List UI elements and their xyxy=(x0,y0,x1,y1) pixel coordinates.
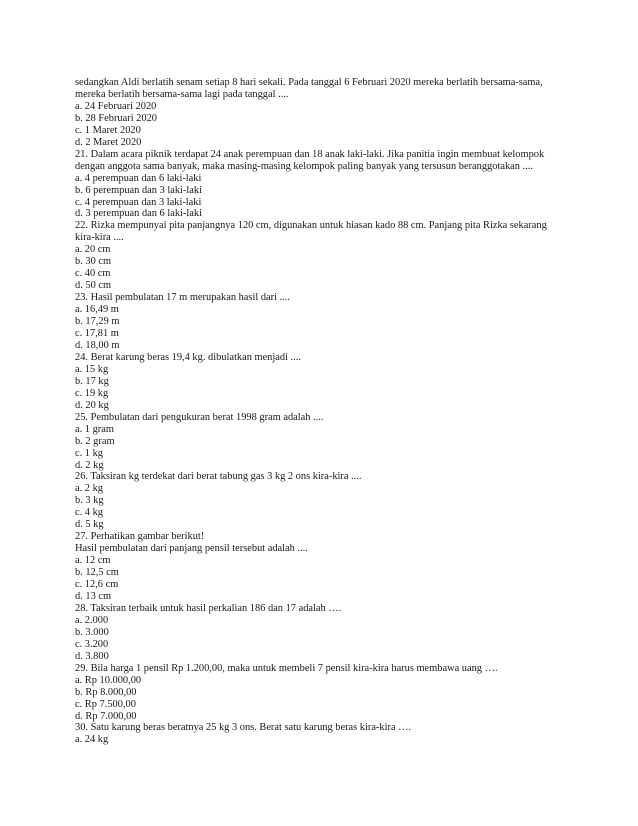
answer-option: b. 3.000 xyxy=(75,626,109,638)
answer-option: d. 5 kg xyxy=(75,519,104,531)
answer-option: d. 3.800 xyxy=(75,650,109,662)
answer-option: c. 40 cm xyxy=(75,268,111,280)
question-21-cont: dengan anggota sama banyak, maka masing-masing kelompok paling banyak yang tersusun beranggotakan .... xyxy=(75,160,533,172)
answer-option: b. Rp 8.000,00 xyxy=(75,686,137,698)
document-page xyxy=(75,77,575,746)
question-21: 21. Dalam acara piknik terdapat 24 anak perempuan dan 18 anak laki-laki. Jika panitia ingin membuat kelompok xyxy=(75,148,545,160)
question-29: 29. Bila harga 1 pensil Rp 1.200,00, maka untuk membeli 7 pensil kira-kira harus membawa uang …. xyxy=(75,662,498,674)
answer-option: a. 24 kg xyxy=(75,734,109,746)
answer-option: d. 13 cm xyxy=(75,590,112,602)
answer-option: b. 12,5 cm xyxy=(75,567,119,579)
answer-option: d. 18,00 m xyxy=(75,339,120,351)
answer-option: b. 28 Februari 2020 xyxy=(75,112,157,124)
answer-option: c. 4 kg xyxy=(75,507,103,519)
answer-option: d. 2 kg xyxy=(75,459,104,471)
answer-option: d. 20 kg xyxy=(75,399,109,411)
question-23: 23. Hasil pembulatan 17 m merupakan hasil dari .... xyxy=(75,292,290,304)
text-line: mereka berlatih bersama-sama lagi pada tanggal .... xyxy=(75,88,289,100)
answer-option: d. 50 cm xyxy=(75,280,112,292)
answer-option: b. 6 perempuan dan 3 laki-laki xyxy=(75,184,202,196)
answer-option: a. 4 perempuan dan 6 laki-laki xyxy=(75,172,202,184)
answer-option: b. 17 kg xyxy=(75,375,109,387)
answer-option: a. 24 Februari 2020 xyxy=(75,100,157,112)
answer-option: b. 30 cm xyxy=(75,256,112,268)
answer-option: a. 15 kg xyxy=(75,363,109,375)
question-27-cont: Hasil pembulatan dari panjang pensil tersebut adalah .... xyxy=(75,543,308,555)
answer-option: a. 2.000 xyxy=(75,614,109,626)
answer-option: b. 2 gram xyxy=(75,435,115,447)
question-28: 28. Taksiran terbaik untuk hasil perkalian 186 dan 17 adalah …. xyxy=(75,602,342,614)
answer-option: a. 1 gram xyxy=(75,423,114,435)
question-24: 24. Berat karung beras 19,4 kg. dibulatkan menjadi .... xyxy=(75,351,301,363)
answer-option: d. 3 perempuan dan 6 laki-laki xyxy=(75,208,202,220)
answer-option: d. Rp 7.000,00 xyxy=(75,710,137,722)
answer-option: c. 17,81 m xyxy=(75,328,119,340)
answer-option: c. 1 Maret 2020 xyxy=(75,124,141,136)
answer-option: a. Rp 10.000,00 xyxy=(75,674,142,686)
answer-option: b. 17,29 m xyxy=(75,316,120,328)
question-27: 27. Perhatikan gambar berikut! xyxy=(75,531,205,543)
answer-option: c. Rp 7.500,00 xyxy=(75,698,136,710)
answer-option: c. 3.200 xyxy=(75,638,109,650)
question-30: 30. Satu karung beras beratnya 25 kg 3 ons. Berat satu karung beras kira-kira …. xyxy=(75,722,412,734)
answer-option: d. 2 Maret 2020 xyxy=(75,136,142,148)
answer-option: a. 16,49 m xyxy=(75,304,119,316)
question-22: 22. Rizka mempunyai pita panjangnya 120 cm, digunakan untuk hiasan kado 88 cm. Panjang pita Rizka sekarang xyxy=(75,220,547,232)
answer-option: b. 3 kg xyxy=(75,495,104,507)
answer-option: c. 19 kg xyxy=(75,387,109,399)
answer-option: c. 12,6 cm xyxy=(75,579,119,591)
answer-option: a. 12 cm xyxy=(75,555,111,567)
answer-option: c. 4 perempuan dan 3 laki-laki xyxy=(75,196,202,208)
question-22-cont: kira-kira .... xyxy=(75,232,124,244)
answer-option: c. 1 kg xyxy=(75,447,103,459)
text-line: sedangkan Aldi berlatih senam setiap 8 hari sekali. Pada tanggal 6 Februari 2020 mereka berlatih bersama-sama, xyxy=(75,77,543,88)
question-26: 26. Taksiran kg terdekat dari berat tabung gas 3 kg 2 ons kira-kira .... xyxy=(75,471,362,483)
answer-option: a. 20 cm xyxy=(75,244,111,256)
question-25: 25. Pembulatan dari pengukuran berat 1998 gram adalah .... xyxy=(75,411,324,423)
answer-option: a. 2 kg xyxy=(75,483,103,495)
